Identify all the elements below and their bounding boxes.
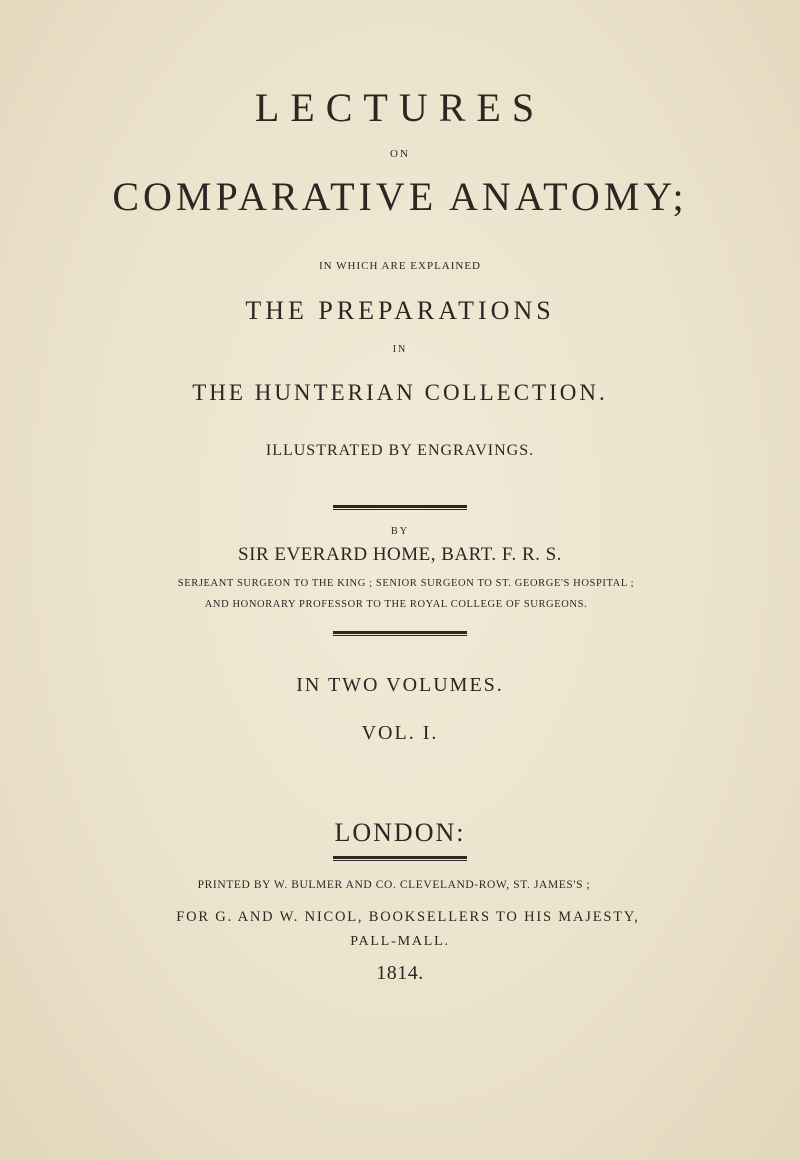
imprint-printer: PRINTED BY W. BULMER AND CO. CLEVELAND-ROW, ST. JAMES'S ; bbox=[197, 879, 591, 891]
volume-number: VOL. I. bbox=[361, 722, 439, 744]
subtitle-in-which: IN WHICH ARE EXPLAINED bbox=[318, 260, 482, 272]
subtitle-in: IN bbox=[392, 344, 408, 355]
by-line: BY bbox=[391, 526, 409, 537]
author-titles-line-2: AND HONORARY PROFESSOR TO THE ROYAL COLLEGE OF SURGEONS. bbox=[204, 599, 588, 610]
imprint-publisher: FOR G. AND W. NICOL, BOOKSELLERS TO HIS MAJESTY, bbox=[176, 909, 640, 925]
divider-rule-2 bbox=[333, 631, 467, 636]
title-on: ON bbox=[390, 148, 410, 160]
subtitle-collection: THE HUNTERIAN COLLECTION. bbox=[192, 380, 608, 405]
volumes-line: IN TWO VOLUMES. bbox=[296, 674, 504, 696]
divider-rule-3 bbox=[333, 856, 467, 861]
title-line-comparative-anatomy: COMPARATIVE ANATOMY; bbox=[112, 174, 688, 219]
imprint-address: PALL-MALL. bbox=[350, 934, 450, 949]
title-line-lectures: LECTURES bbox=[254, 85, 546, 130]
illustrated-line: ILLUSTRATED BY ENGRAVINGS. bbox=[265, 442, 535, 459]
author-name: SIR EVERARD HOME, BART. F. R. S. bbox=[238, 544, 562, 565]
author-titles-line-1: SERJEANT SURGEON TO THE KING ; SENIOR SURGEON TO ST. GEORGE'S HOSPITAL ; bbox=[177, 578, 635, 589]
imprint-city: LONDON: bbox=[334, 818, 466, 847]
subtitle-preparations: THE PREPARATIONS bbox=[245, 296, 555, 325]
imprint-year: 1814. bbox=[376, 962, 424, 984]
divider-rule-1 bbox=[333, 505, 467, 510]
